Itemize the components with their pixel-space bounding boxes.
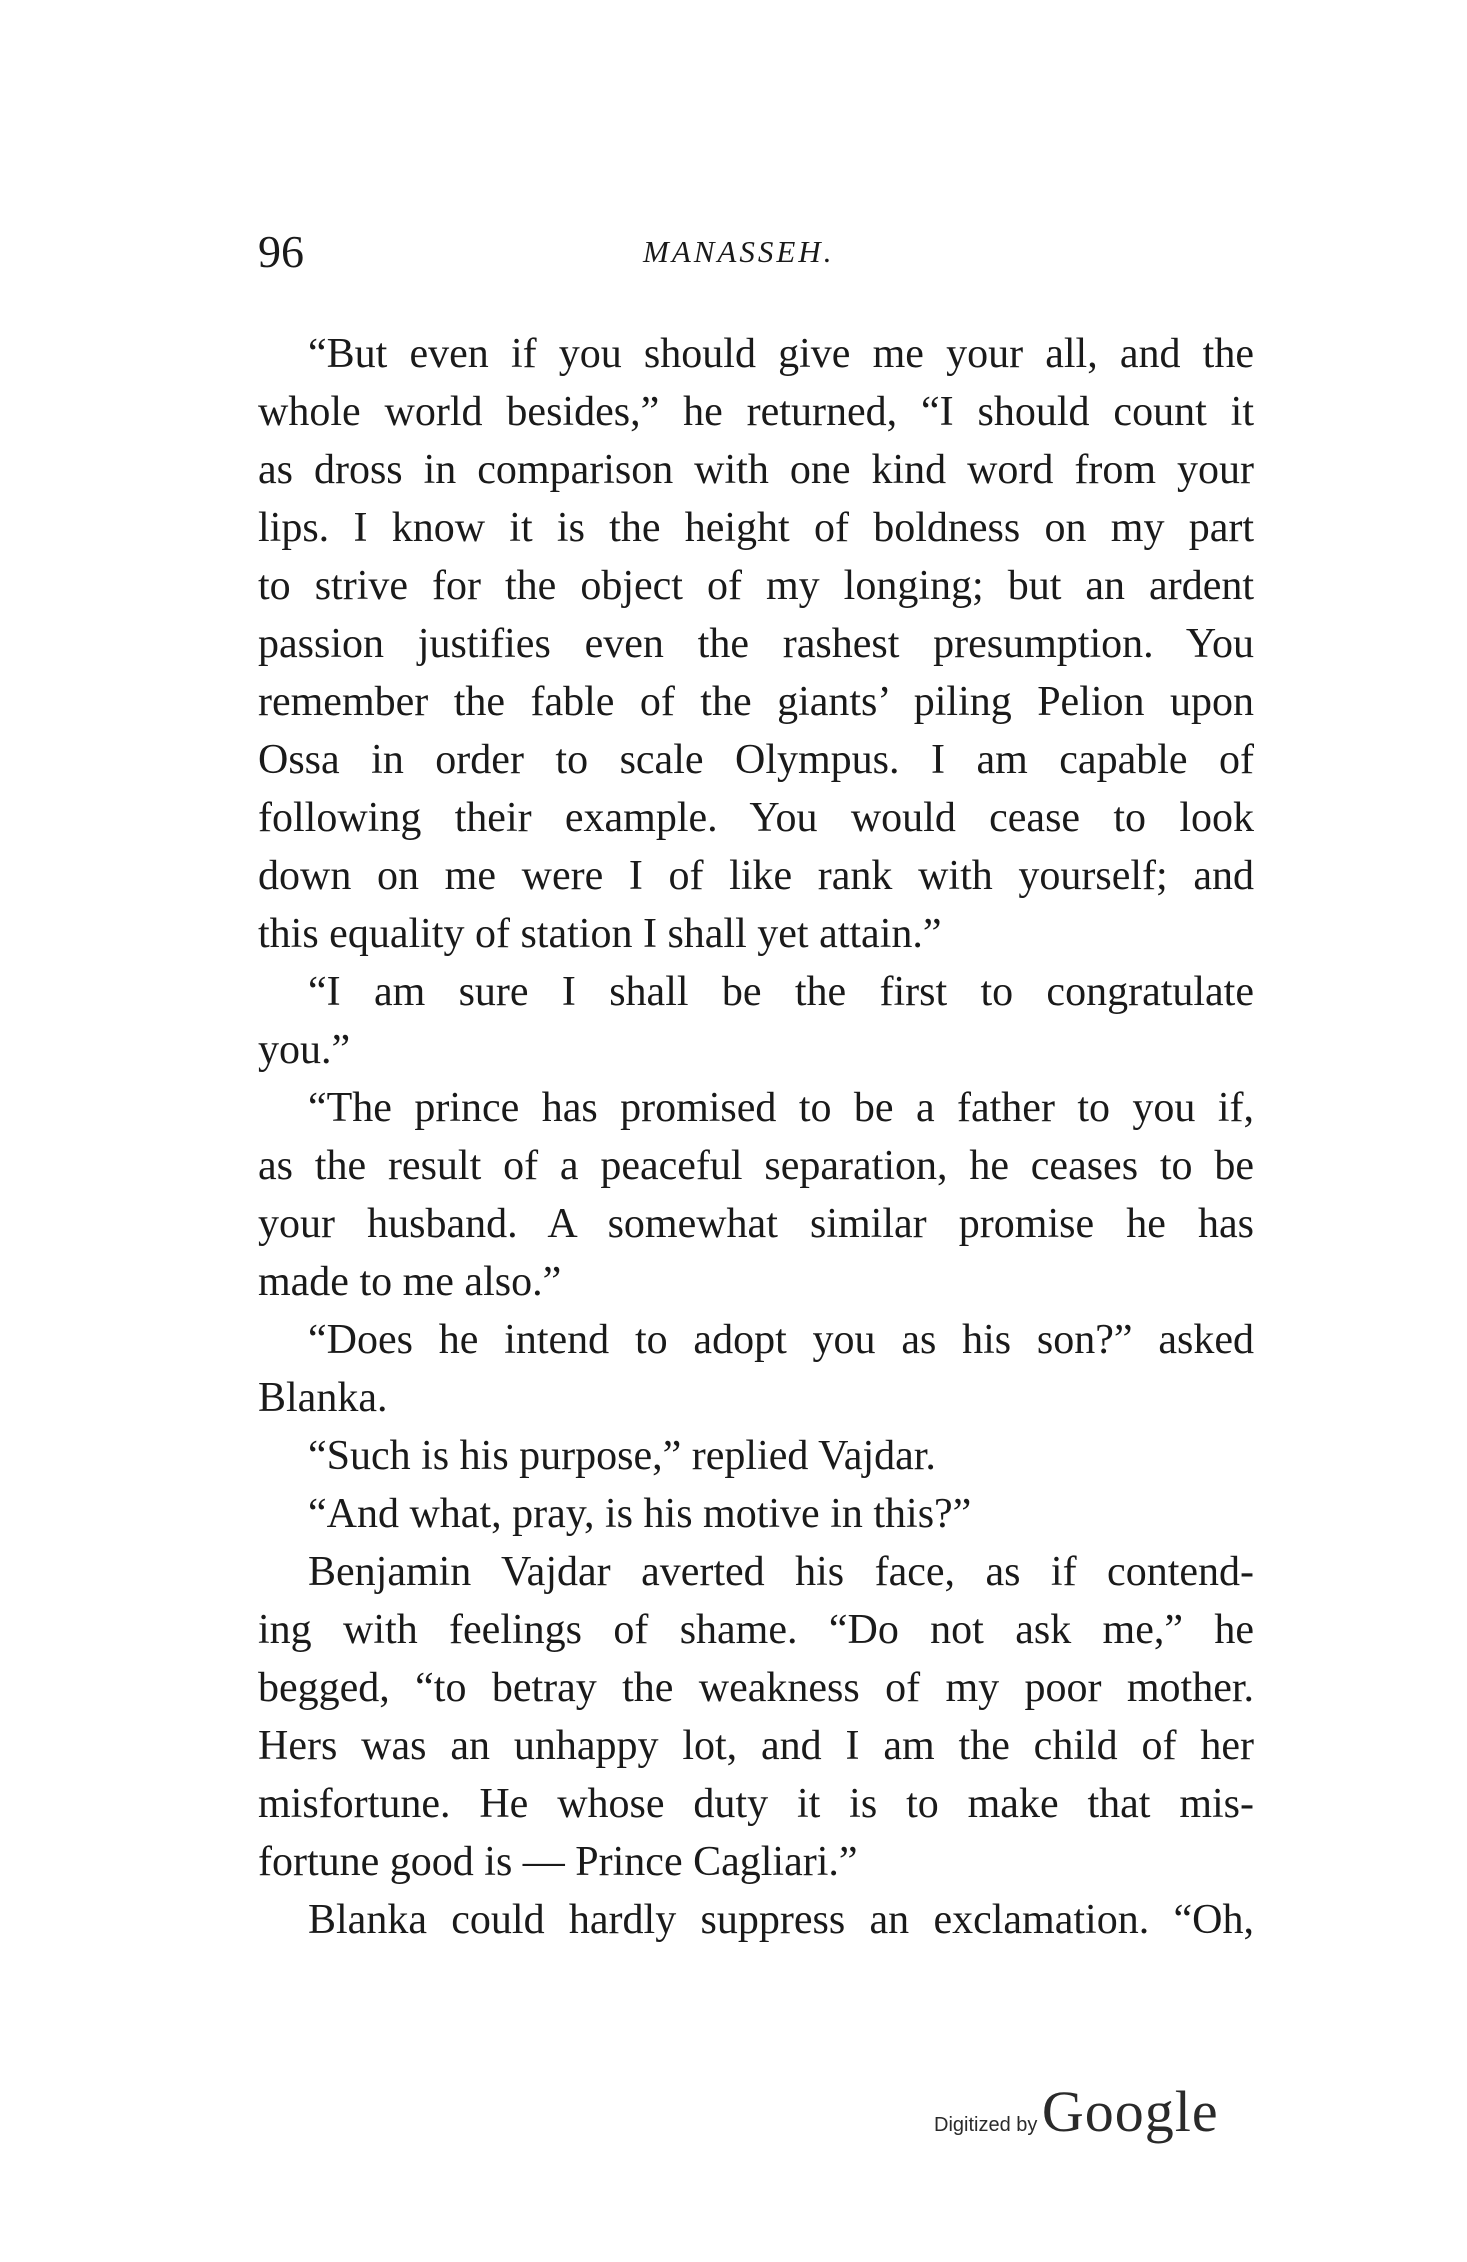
text-line: passion justifies even the rashest presumption. You <box>258 621 1254 667</box>
text-line: “Such is his purpose,” replied Vajdar. <box>308 1433 936 1479</box>
watermark-prefix: Digitized by <box>934 2114 1038 2136</box>
text-line: your husband. A somewhat similar promise he has <box>258 1201 1254 1247</box>
digitized-by-watermark <box>934 2078 1219 2145</box>
text-line: “I am sure I shall be the first to congratulate <box>308 969 1254 1015</box>
text-line: made to me also.” <box>258 1259 562 1305</box>
text-line: following their example. You would cease to look <box>258 795 1254 841</box>
text-line: fortune good is — Prince Cagliari.” <box>258 1839 858 1885</box>
text-line: ing with feelings of shame. “Do not ask me,” he <box>258 1607 1254 1653</box>
text-line: Benjamin Vajdar averted his face, as if contend- <box>308 1549 1254 1595</box>
text-line: as dross in comparison with one kind word from your <box>258 447 1254 493</box>
text-line: you.” <box>258 1027 351 1073</box>
page-header <box>258 222 1254 282</box>
text-line: Blanka could hardly suppress an exclamation. “Oh, <box>308 1897 1254 1943</box>
text-line: misfortune. He whose duty it is to make that mis- <box>258 1781 1254 1827</box>
page-number: 96 <box>258 226 304 277</box>
text-line: as the result of a peaceful separation, he ceases to be <box>258 1143 1254 1189</box>
running-title: MANASSEH. <box>643 234 835 269</box>
text-line: whole world besides,” he returned, “I should count it <box>258 389 1254 435</box>
text-line: Blanka. <box>258 1375 388 1421</box>
text-line: down on me were I of like rank with yourself; and <box>258 853 1254 899</box>
text-line: “But even if you should give me your all, and the <box>308 331 1254 377</box>
text-line: Hers was an unhappy lot, and I am the child of her <box>258 1723 1254 1769</box>
text-line: begged, “to betray the weakness of my poor mother. <box>258 1665 1254 1711</box>
text-line: remember the fable of the giants’ piling Pelion upon <box>258 679 1254 725</box>
text-line: this equality of station I shall yet attain.” <box>258 911 942 957</box>
body-text <box>258 325 1254 1949</box>
text-line: “And what, pray, is his motive in this?” <box>308 1491 972 1537</box>
text-line: lips. I know it is the height of boldness on my part <box>258 505 1254 551</box>
text-line: Ossa in order to scale Olympus. I am capable of <box>258 737 1254 783</box>
text-line: “The prince has promised to be a father to you if, <box>308 1085 1254 1131</box>
watermark-brand: Google <box>1041 2079 1219 2144</box>
text-line: to strive for the object of my longing; but an ardent <box>258 563 1254 609</box>
text-line: “Does he intend to adopt you as his son?” asked <box>308 1317 1254 1363</box>
